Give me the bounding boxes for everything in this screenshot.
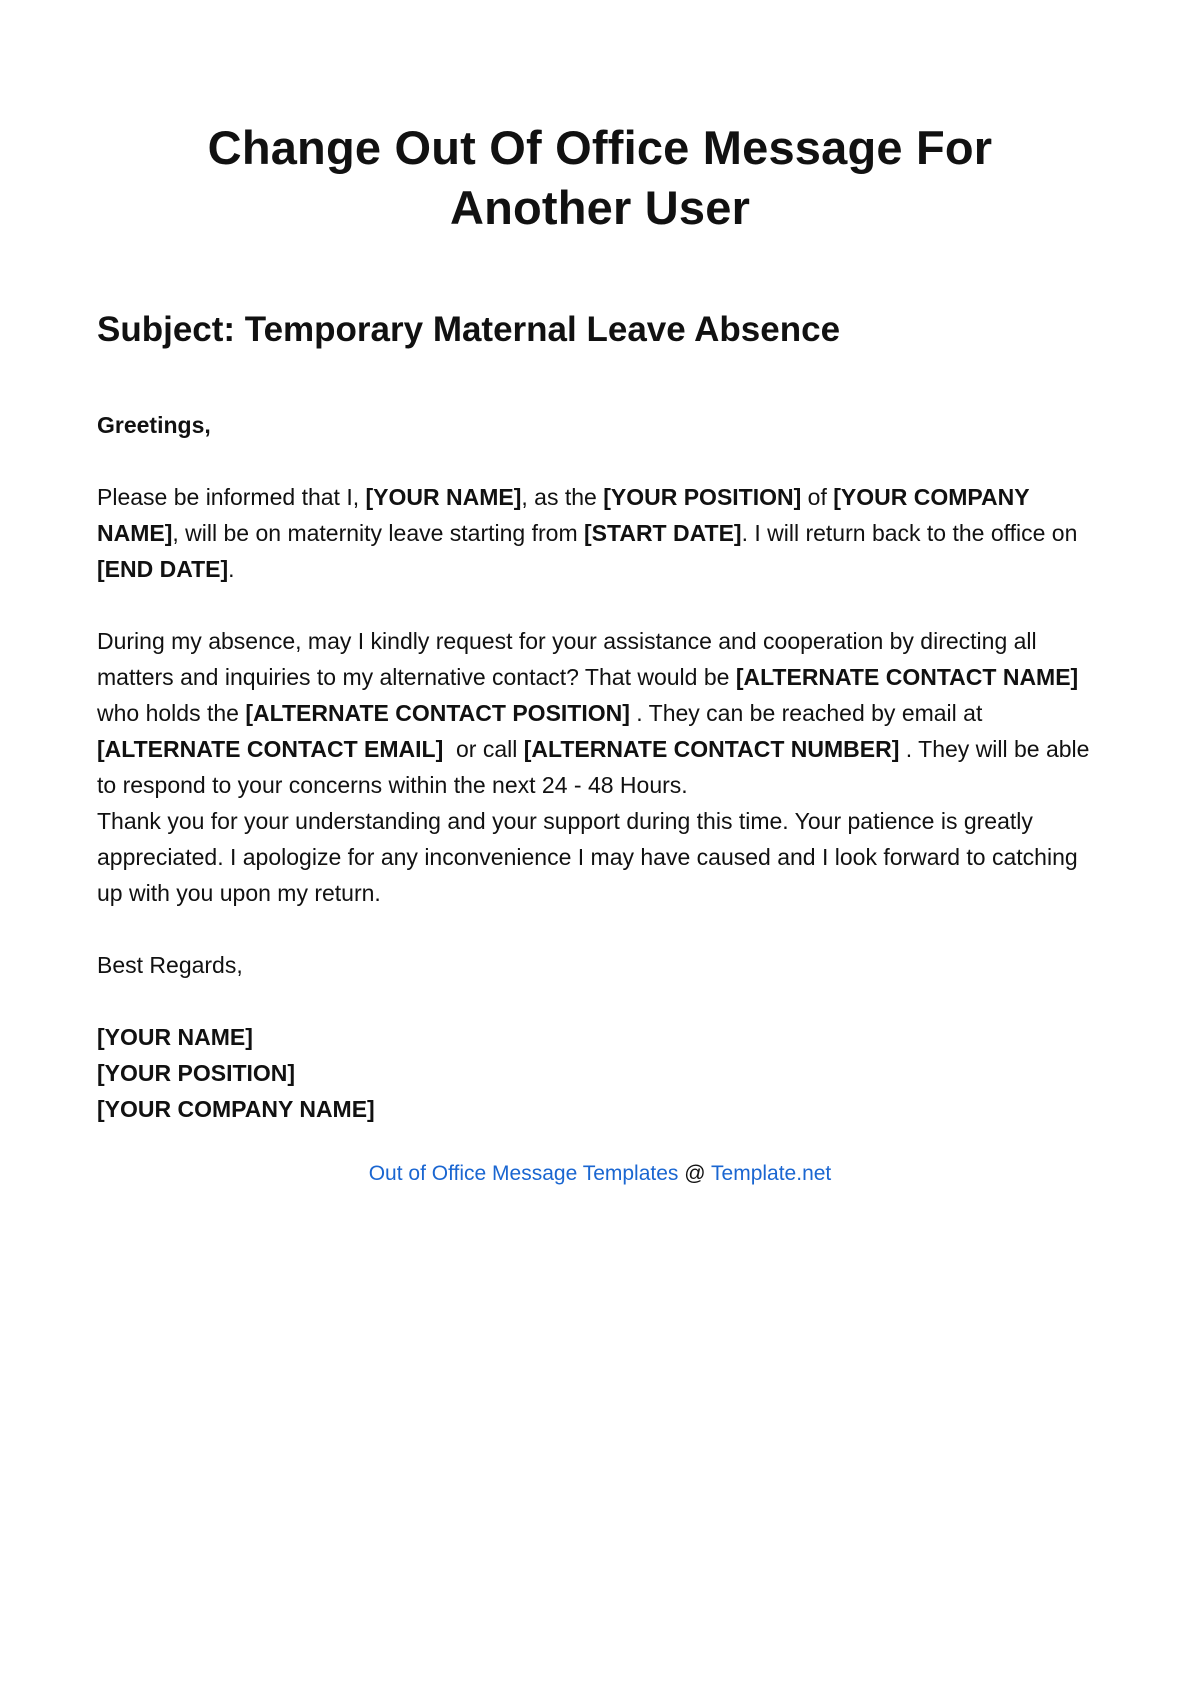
footer-separator: @ [678,1162,712,1185]
end-date-placeholder: [END DATE] [97,556,229,582]
spacer [97,443,1103,479]
alt-contact-position-placeholder: [ALTERNATE CONTACT POSITION] [245,700,630,726]
closing: Best Regards, [97,952,243,978]
footer-credit [97,1159,1103,1189]
paragraph-thanks: Thank you for your understanding and your support during this time. Your patience is greatly appreciated. I apologize for any inconvenience I may have caused and I look forward to catching up with you upon my return. [97,808,1078,906]
your-name-placeholder: [YOUR NAME] [365,484,522,510]
spacer [97,983,1103,1019]
your-position-placeholder: [YOUR POSITION] [603,484,802,510]
templates-link[interactable]: Out of Office Message Templates [368,1162,679,1185]
alt-contact-name-placeholder: [ALTERNATE CONTACT NAME] [735,664,1079,690]
template-net-link[interactable]: Template.net [711,1162,832,1185]
company-name-placeholder: [YOUR COMPANY NAME] [97,484,1030,546]
spacer [97,911,1103,947]
spacer [97,587,1103,623]
paragraph-leave-notice: Please be informed that I, [YOUR NAME], as the [YOUR POSITION] of [YOUR COMPANY NAME], will be on maternity leave starting from [START DATE]. I will return back to the office on [END DATE]. [97,484,1078,582]
signature-company: [YOUR COMPANY NAME] [97,1096,375,1122]
signature-position: [YOUR POSITION] [97,1060,296,1086]
alt-contact-number-placeholder: [ALTERNATE CONTACT NUMBER] [523,736,900,762]
start-date-placeholder: [START DATE] [584,520,742,546]
subject-line: Subject: Temporary Maternal Leave Absence [97,310,841,349]
letter-body [97,407,1103,1127]
signature-name: [YOUR NAME] [97,1024,253,1050]
alt-contact-email-placeholder: [ALTERNATE CONTACT EMAIL] [97,736,444,762]
greeting: Greetings, [97,412,211,438]
paragraph-alternate-contact: During my absence, may I kindly request for your assistance and cooperation by directing all matters and inquiries to my alternative contact? That would be [ALTERNATE CONTACT NAME] who holds the [ALTERNATE CONTACT POSITION] . They can be reached by email at [ALTERNATE CONTACT EMAIL] or call [ALTERNATE CONTACT NUMBER] . They will be able to respond to your concerns within the next 24 - 48 Hours. [97,628,1091,798]
page-title: Change Out Of Office Message For Another User [207,121,993,234]
